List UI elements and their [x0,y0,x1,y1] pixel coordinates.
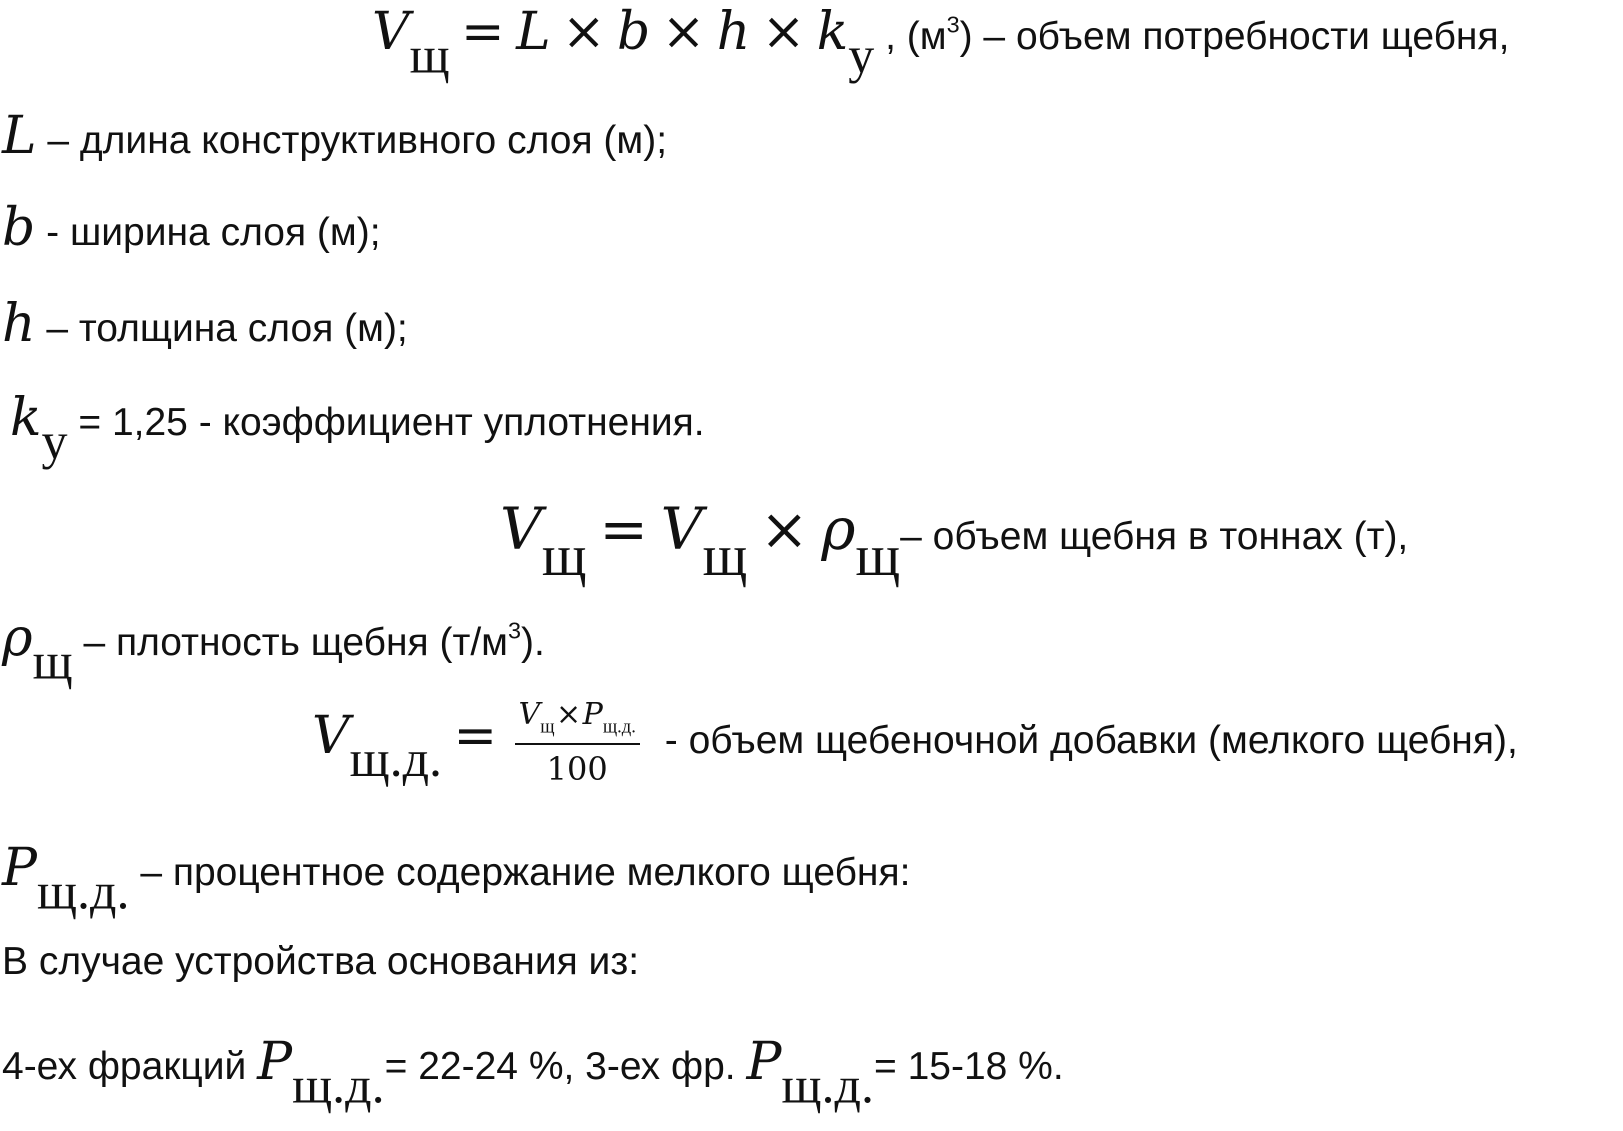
symbol-V: V [500,495,542,563]
symbol-P: P [582,697,603,732]
subscript: щ.д. [37,863,130,921]
case-line: В случае устройства основания из: [2,940,640,983]
superscript: 3 [946,11,960,38]
subscript: щ [540,716,555,738]
text-segment: 4-ех фракций [2,1045,258,1088]
definition-L [2,106,668,166]
text-segment: = 22-24 %, 3-ех фр. [384,1045,747,1088]
subscript: щ [541,523,587,589]
equals-sign: = [599,495,648,563]
definition-k [10,388,705,471]
text-segment: = 15-18 %. [873,1045,1064,1088]
subscript: щ [855,523,901,589]
symbol-b: b [617,2,651,62]
subscript: щ [32,633,73,691]
times-sign: × [556,697,582,732]
fraction-denominator: 100 [546,749,608,788]
times-sign: × [761,2,806,62]
definition-text: – процентное содержание мелкого щебня: [129,851,911,894]
symbol-P: P [257,1032,293,1092]
definition-text: - ширина слоя (м); [35,211,381,254]
formula-text: , (м [874,15,947,58]
symbol-V: V [312,705,350,766]
subscript: щ [702,523,748,589]
definition-text: – длина конструктивного слоя (м); [36,119,668,162]
symbol-V: V [660,495,703,563]
times-sign: × [562,2,606,62]
formula-text: – объем щебня в тоннах (т), [900,515,1409,558]
superscript: 3 [507,617,521,644]
definition-h [2,294,408,354]
subscript: щ [409,27,450,85]
symbol-L: L [516,2,551,62]
definition-text: – толщина слоя (м); [35,307,408,350]
subscript: щ.д. [292,1057,385,1115]
symbol-P: P [2,838,37,898]
symbol-P: P [746,1032,782,1092]
fraction-numerator [515,697,640,745]
symbol-V: V [518,697,541,732]
subscript: щ.д. [602,716,636,738]
symbol-rho: ρ [2,608,33,668]
formula-mass [500,495,1409,589]
subscript: у [41,413,68,471]
definition-b [2,198,381,258]
formula-text: - объем щебеночной добавки (мелкого щебня), [653,718,1518,762]
formula-text: ) – объем потребности щебня, [959,15,1510,58]
symbol-k: k [816,2,849,62]
definition-text: ). [520,621,545,664]
times-sign: × [661,2,706,62]
formula-fine-additive [312,697,1518,789]
subscript: у [848,27,875,85]
equals-sign: = [461,2,505,62]
times-sign: × [759,495,809,563]
formula-volume-required [372,2,1510,85]
subscript: щ.д. [781,1057,874,1115]
symbol-L: L [2,106,37,166]
fraction [515,697,640,788]
subscript: щ.д. [349,731,443,789]
definition-P [2,838,911,921]
symbol-k: k [10,388,42,448]
symbol-b: b [2,198,36,258]
symbol-h: h [2,294,36,354]
symbol-V: V [372,2,410,62]
symbol-rho: ρ [821,495,856,563]
definition-text: = 1,25 - коэффициент уплотнения. [67,401,705,444]
fraction-percentages [2,1032,1064,1115]
definition-text: – плотность щебня (т/м [72,621,508,664]
equals-sign: = [453,705,498,766]
symbol-h: h [716,2,751,62]
definition-rho [2,608,545,691]
